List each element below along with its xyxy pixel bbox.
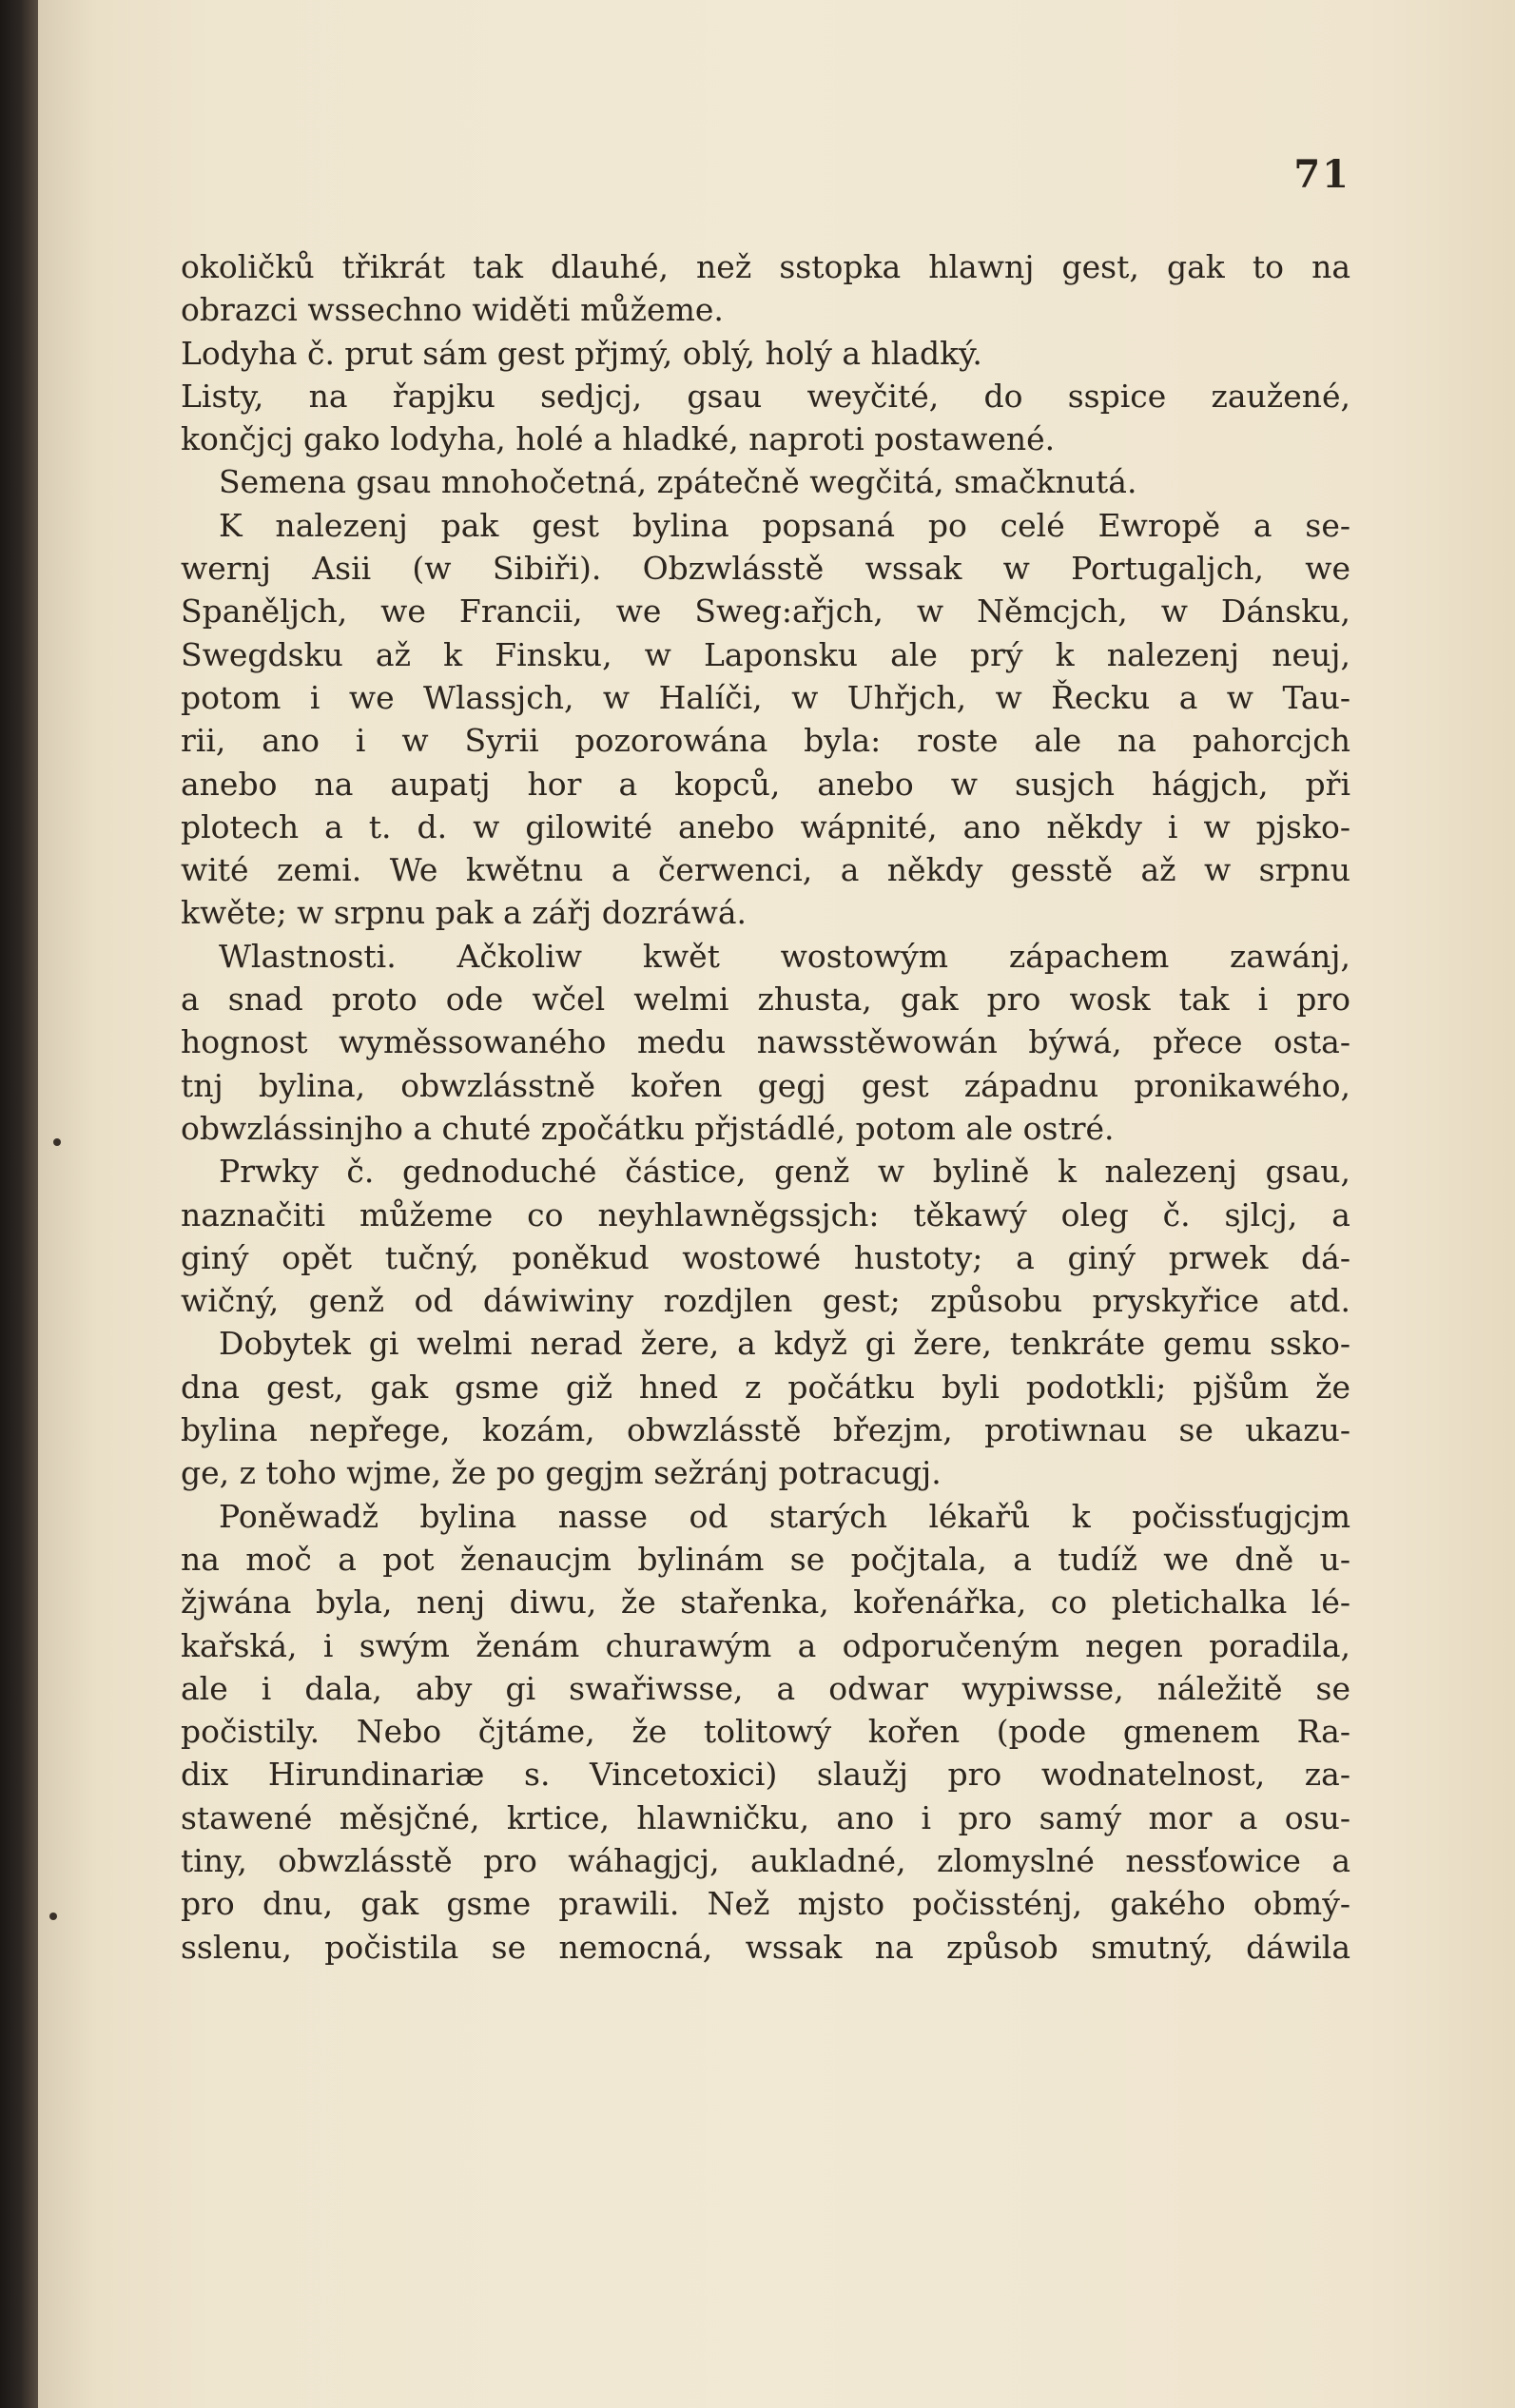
- text-line: sslenu, počistila se nemocná, wssak na způsob smutný, dáwila: [181, 1928, 1350, 1966]
- text-line: naznačiti můžeme co neyhlawněgssjch: těkawý oleg č. sjlcj, a: [181, 1195, 1350, 1233]
- text-line: stawené měsjčné, krtice, hlawničku, ano i pro samý mor a osu-: [181, 1798, 1350, 1836]
- text-line: okoličků třikrát tak dlauhé, než sstopka hlawnj gest, gak to na: [181, 248, 1350, 285]
- page-number: 71: [1293, 152, 1350, 197]
- page-body-text: [181, 245, 1350, 1969]
- text-line: Poněwadž bylina nasse od starých lékařů k počissťugjcjm: [219, 1497, 1350, 1535]
- text-line: obrazci wssechno widěti můžeme.: [181, 291, 724, 329]
- text-line: Listy, na řapjku sedjcj, gsau weyčité, do sspice zaužené,: [181, 377, 1350, 415]
- margin-mark: [53, 1138, 61, 1146]
- text-line: na moč a pot ženaucjm bylinám se počjtala, a tudíž we dně u-: [181, 1540, 1350, 1578]
- book-spine-shadow: [0, 0, 38, 2408]
- text-line: ale i dala, aby gi swařiwsse, a odwar wypiwsse, náležitě se: [181, 1669, 1350, 1707]
- text-line: tnj bylina, obwzlásstně kořen gegj gest západnu pronikawého,: [181, 1066, 1350, 1104]
- text-line: anebo na aupatj hor a kopců, anebo w susjch hágjch, při: [181, 765, 1350, 803]
- book-page: [38, 0, 1515, 2408]
- text-line: kwěte; w srpnu pak a zářj dozráwá.: [181, 894, 747, 932]
- text-line: wičný, genž od dáwiwiny rozdjlen gest; způsobu prysky​řice atd.: [181, 1282, 1350, 1320]
- text-line: wité zemi. We kwětnu a čerwenci, a někdy gesstě až w srpnu: [181, 851, 1350, 889]
- text-line: wernj Asii (w Sibiři). Obzwlásstě wssak w Portugaljch, we: [181, 550, 1350, 588]
- text-line: K nalezenj pak gest bylina popsaná po celé Ewropě a se-: [219, 506, 1350, 544]
- text-line: kařská, i swým ženám churawým a odporučeným negen poradila,: [181, 1626, 1350, 1664]
- text-line: Spaněljch, we Francii, we Sweg:ařjch, w Němcjch, w Dánsku,: [181, 592, 1350, 631]
- text-line: ge, z toho wjme, že po gegjm sežránj potracugj.: [181, 1454, 942, 1492]
- text-line: rii, ano i w Syrii pozorowána byla: roste ale na pahorcjch: [181, 722, 1350, 760]
- text-line: hognost wyměssowaného medu nawsstěwowán býwá, přece osta-: [181, 1023, 1350, 1061]
- text-line: plotech a t. d. w gilowité anebo wápnité, ano někdy i w pjsko-: [181, 807, 1350, 845]
- text-line: obwzlássinjho a chuté zpočátku přjstádlé, potom ale ostré.: [181, 1109, 1115, 1147]
- text-line: Wlastnosti. Ačkoliw kwět wostowým zápachem zawánj,: [219, 937, 1350, 975]
- text-line: tiny, obwzlásstě pro wáhagjcj, aukladné, zlomyslné nessťowice a: [181, 1841, 1350, 1879]
- text-line: Swegdsku až k Finsku, w Laponsku ale prý k nalezenj neuj,: [181, 635, 1350, 673]
- text-line: dix Hirundinariæ s. Vincetoxici) slaužj pro wodnatelnost, za-: [181, 1756, 1350, 1794]
- margin-mark: [49, 1913, 57, 1920]
- text-line: giný opět tučný, poněkud wostowé hustoty; a giný prwek dá-: [181, 1238, 1350, 1276]
- text-line: potom i we Wlassjch, w Halíči, w Uhřjch, w Řecku a w Tau-: [181, 678, 1350, 716]
- text-line: Semena gsau mnohočetná, zpátečně wegčitá, smačknutá.: [219, 463, 1137, 501]
- text-line: dna gest, gak gsme giž hned z počátku byli podotkli; pjšům že: [181, 1368, 1350, 1406]
- text-line: žjwána byla, nenj diwu, že stařenka, kořenářka, co pletichalka lé-: [181, 1583, 1350, 1622]
- text-line: Prwky č. gednoduché částice, genž w bylině k nalezenj gsau,: [219, 1153, 1350, 1191]
- text-line: Dobytek gi welmi nerad žere, a když gi žere, tenkráte gemu ssko-: [219, 1325, 1350, 1363]
- text-line: pro dnu, gak gsme prawili. Než mjsto počissténj, gakého obmý-: [181, 1885, 1350, 1923]
- text-line: bylina nepřege, kozám, obwzlásstě březjm, protiwnau se ukazu-: [181, 1411, 1350, 1449]
- text-line: končjcj gako lodyha, holé a hladké, naproti postawené.: [181, 420, 1056, 458]
- text-line: a snad proto ode wčel welmi zhusta, gak pro wosk tak i pro: [181, 981, 1350, 1019]
- text-line: počistily. Nebo čjtáme, že tolitowý kořen (pode gmenem Ra-: [181, 1713, 1350, 1751]
- text-line: Lodyha č. prut sám gest přjmý, oblý, holý a hladký.: [181, 334, 982, 372]
